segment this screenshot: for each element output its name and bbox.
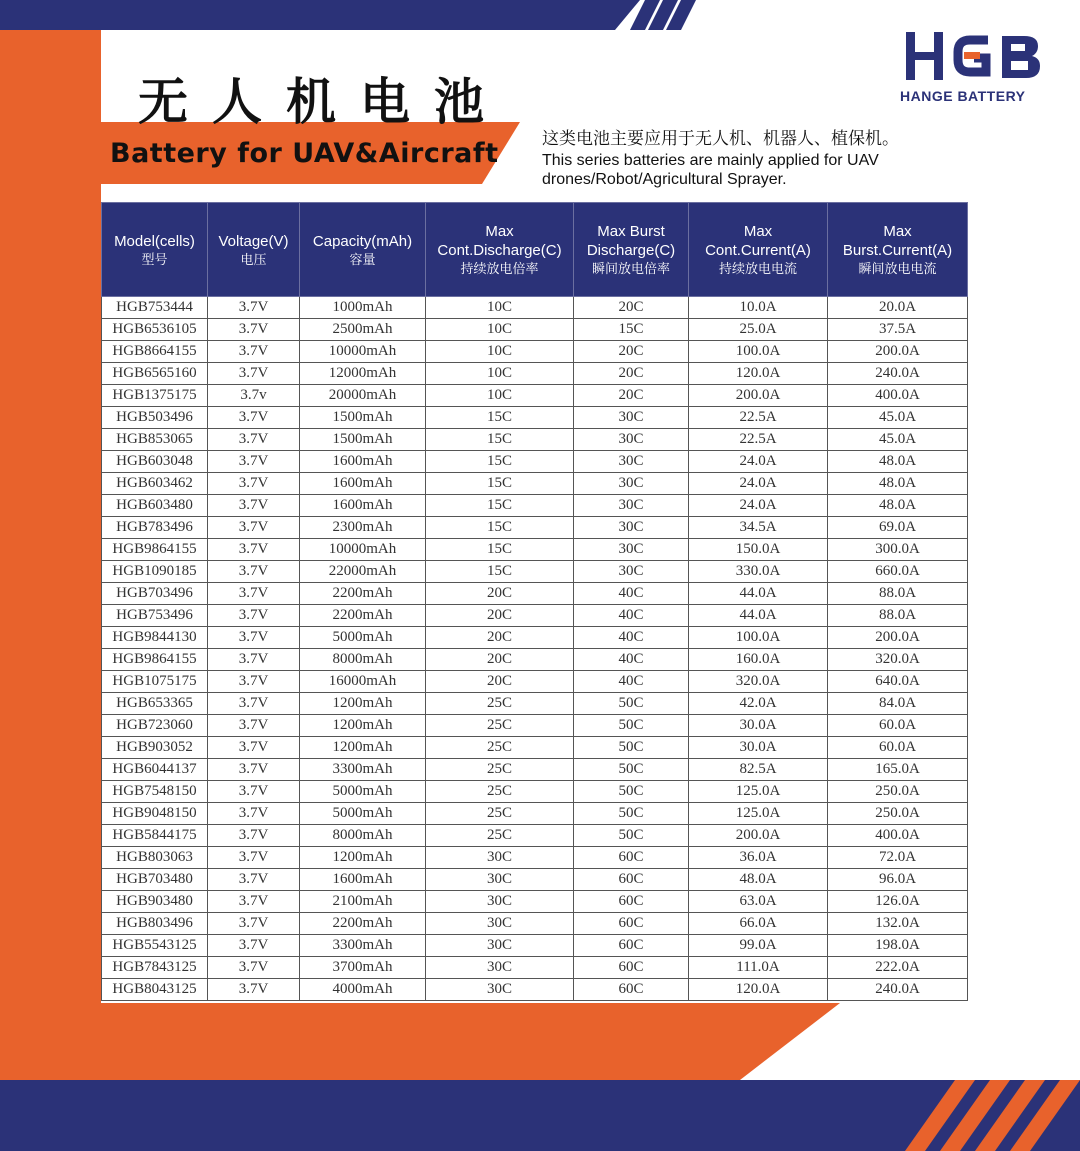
table-cell: 22.5A <box>689 429 828 451</box>
table-row <box>102 429 968 451</box>
table-cell: 30C <box>426 935 574 957</box>
table-cell: 100.0A <box>689 341 828 363</box>
table-cell: 3.7v <box>208 385 300 407</box>
column-header-en: Capacity(mAh) <box>312 232 413 250</box>
table-cell: HGB703480 <box>102 869 208 891</box>
table-cell: 24.0A <box>689 495 828 517</box>
table-cell: HGB7548150 <box>102 781 208 803</box>
table-cell: 66.0A <box>689 913 828 935</box>
table-cell: 40C <box>574 605 689 627</box>
table-header <box>102 203 968 297</box>
table-cell: 88.0A <box>828 605 968 627</box>
table-cell: 50C <box>574 825 689 847</box>
table-cell: 82.5A <box>689 759 828 781</box>
table-cell: 30C <box>574 429 689 451</box>
table-cell: 250.0A <box>828 781 968 803</box>
table-cell: HGB1375175 <box>102 385 208 407</box>
table-row <box>102 319 968 341</box>
table-row <box>102 451 968 473</box>
table-cell: 99.0A <box>689 935 828 957</box>
table-cell: 160.0A <box>689 649 828 671</box>
table-cell: 20C <box>574 385 689 407</box>
column-header <box>426 203 574 297</box>
description <box>542 124 942 189</box>
table-cell: 3.7V <box>208 781 300 803</box>
table-cell: 3300mAh <box>300 935 426 957</box>
table-cell: 30C <box>574 517 689 539</box>
table-cell: 3.7V <box>208 671 300 693</box>
table-cell: 16000mAh <box>300 671 426 693</box>
table-row <box>102 649 968 671</box>
table-row <box>102 737 968 759</box>
table-cell: 30C <box>574 407 689 429</box>
table-cell: 120.0A <box>689 363 828 385</box>
table-cell: 30C <box>426 957 574 979</box>
table-cell: 1200mAh <box>300 737 426 759</box>
table-cell: 60C <box>574 935 689 957</box>
table-cell: 30C <box>426 847 574 869</box>
table-cell: HGB8043125 <box>102 979 208 1001</box>
table-cell: HGB653365 <box>102 693 208 715</box>
table-cell: 20C <box>426 671 574 693</box>
column-header <box>689 203 828 297</box>
table-cell: 5000mAh <box>300 803 426 825</box>
table-cell: 640.0A <box>828 671 968 693</box>
table-row <box>102 517 968 539</box>
table-cell: 3.7V <box>208 693 300 715</box>
table-cell: 44.0A <box>689 583 828 605</box>
column-header <box>574 203 689 297</box>
table-cell: 3.7V <box>208 847 300 869</box>
table-cell: 40C <box>574 583 689 605</box>
table-cell: 84.0A <box>828 693 968 715</box>
table-cell: 1200mAh <box>300 715 426 737</box>
table-cell: HGB9048150 <box>102 803 208 825</box>
spec-table-wrapper <box>101 202 967 1001</box>
column-header-en: Max Cont.Current(A) <box>705 223 811 259</box>
table-cell: 50C <box>574 803 689 825</box>
table-cell: 3.7V <box>208 297 300 319</box>
table-cell: 3.7V <box>208 451 300 473</box>
table-cell: 1200mAh <box>300 693 426 715</box>
table-cell: 30.0A <box>689 715 828 737</box>
table-cell: 25.0A <box>689 319 828 341</box>
table-cell: 72.0A <box>828 847 968 869</box>
table-row <box>102 957 968 979</box>
column-header <box>300 203 426 297</box>
table-cell: HGB853065 <box>102 429 208 451</box>
table-cell: 45.0A <box>828 429 968 451</box>
table-cell: 10.0A <box>689 297 828 319</box>
table-cell: HGB903480 <box>102 891 208 913</box>
page-title-en: Battery for UAV&Aircraft <box>110 138 499 169</box>
table-cell: 10C <box>426 319 574 341</box>
table-cell: 10C <box>426 363 574 385</box>
table-cell: 22.5A <box>689 407 828 429</box>
table-row <box>102 297 968 319</box>
table-cell: 60C <box>574 869 689 891</box>
table-cell: 24.0A <box>689 473 828 495</box>
table-cell: 25C <box>426 781 574 803</box>
page-title-cn: 无人机电池 <box>138 73 508 131</box>
table-cell: 4000mAh <box>300 979 426 1001</box>
table-body <box>102 297 968 1001</box>
table-cell: 250.0A <box>828 803 968 825</box>
table-cell: 240.0A <box>828 979 968 1001</box>
table-row <box>102 385 968 407</box>
table-row <box>102 847 968 869</box>
column-header-en: Max Burst.Current(A) <box>842 223 953 259</box>
table-cell: 40C <box>574 671 689 693</box>
table-cell: 25C <box>426 759 574 781</box>
table-cell: 200.0A <box>828 627 968 649</box>
table-cell: 15C <box>574 319 689 341</box>
table-cell: 60C <box>574 979 689 1001</box>
table-cell: 400.0A <box>828 825 968 847</box>
table-row <box>102 561 968 583</box>
table-cell: 30C <box>574 495 689 517</box>
table-cell: 60C <box>574 913 689 935</box>
table-cell: 15C <box>426 517 574 539</box>
table-cell: 3300mAh <box>300 759 426 781</box>
table-row <box>102 539 968 561</box>
table-cell: 8000mAh <box>300 825 426 847</box>
table-cell: 3.7V <box>208 429 300 451</box>
table-cell: 3.7V <box>208 561 300 583</box>
table-cell: 15C <box>426 539 574 561</box>
table-cell: 30C <box>574 561 689 583</box>
table-cell: 100.0A <box>689 627 828 649</box>
table-cell: 48.0A <box>828 451 968 473</box>
table-cell: 125.0A <box>689 803 828 825</box>
table-cell: 30C <box>426 913 574 935</box>
table-cell: 2200mAh <box>300 605 426 627</box>
brand-name: HANGE BATTERY <box>900 88 1026 104</box>
table-cell: 150.0A <box>689 539 828 561</box>
table-cell: HGB6044137 <box>102 759 208 781</box>
table-cell: 30C <box>426 979 574 1001</box>
table-cell: 37.5A <box>828 319 968 341</box>
table-cell: 15C <box>426 561 574 583</box>
table-cell: 24.0A <box>689 451 828 473</box>
table-cell: 320.0A <box>689 671 828 693</box>
table-cell: 10000mAh <box>300 341 426 363</box>
table-cell: 3.7V <box>208 737 300 759</box>
table-cell: 3.7V <box>208 407 300 429</box>
table-cell: 25C <box>426 825 574 847</box>
table-cell: 2100mAh <box>300 891 426 913</box>
table-cell: 125.0A <box>689 781 828 803</box>
column-header-cn: 瞬间放电倍率 <box>591 261 670 276</box>
table-cell: 3.7V <box>208 715 300 737</box>
table-cell: 132.0A <box>828 913 968 935</box>
table-row <box>102 341 968 363</box>
table-cell: 3700mAh <box>300 957 426 979</box>
table-cell: HGB5844175 <box>102 825 208 847</box>
table-cell: 30C <box>574 451 689 473</box>
description-cn: 这类电池主要应用于无人机、机器人、植保机。 <box>542 129 899 149</box>
table-cell: 20C <box>426 649 574 671</box>
table-row <box>102 979 968 1001</box>
column-header-cn: 容量 <box>349 251 376 267</box>
table-cell: 30C <box>574 539 689 561</box>
table-cell: 2300mAh <box>300 517 426 539</box>
table-cell: 111.0A <box>689 957 828 979</box>
table-cell: 30C <box>574 473 689 495</box>
table-row <box>102 495 968 517</box>
table-cell: 60.0A <box>828 715 968 737</box>
description-en: This series batteries are mainly applied for UAV drones/Robot/Agricultural Sprayer. <box>542 152 879 188</box>
table-row <box>102 935 968 957</box>
table-cell: 50C <box>574 737 689 759</box>
table-cell: 3.7V <box>208 891 300 913</box>
table-cell: HGB9844130 <box>102 627 208 649</box>
table-cell: HGB603048 <box>102 451 208 473</box>
table-cell: 3.7V <box>208 539 300 561</box>
table-cell: 3.7V <box>208 517 300 539</box>
table-cell: 30C <box>426 891 574 913</box>
column-header <box>208 203 300 297</box>
table-cell: 330.0A <box>689 561 828 583</box>
table-cell: 25C <box>426 737 574 759</box>
table-row <box>102 869 968 891</box>
table-cell: 3.7V <box>208 473 300 495</box>
table-cell: 48.0A <box>828 473 968 495</box>
table-cell: 44.0A <box>689 605 828 627</box>
table-cell: 10000mAh <box>300 539 426 561</box>
table-cell: 5000mAh <box>300 627 426 649</box>
table-cell: 320.0A <box>828 649 968 671</box>
table-cell: HGB1075175 <box>102 671 208 693</box>
table-cell: 3.7V <box>208 363 300 385</box>
table-cell: 15C <box>426 407 574 429</box>
table-cell: 200.0A <box>689 825 828 847</box>
table-row <box>102 913 968 935</box>
table-cell: 126.0A <box>828 891 968 913</box>
table-cell: 1000mAh <box>300 297 426 319</box>
table-cell: 200.0A <box>828 341 968 363</box>
table-row <box>102 407 968 429</box>
table-cell: HGB6565160 <box>102 363 208 385</box>
table-cell: 3.7V <box>208 495 300 517</box>
table-cell: 300.0A <box>828 539 968 561</box>
table-cell: 2200mAh <box>300 913 426 935</box>
table-cell: 5000mAh <box>300 781 426 803</box>
table-cell: HGB753496 <box>102 605 208 627</box>
table-cell: 3.7V <box>208 583 300 605</box>
table-cell: 8000mAh <box>300 649 426 671</box>
table-cell: 120.0A <box>689 979 828 1001</box>
column-header-en: Max Cont.Discharge(C) <box>437 223 562 259</box>
table-cell: HGB6536105 <box>102 319 208 341</box>
table-cell: 48.0A <box>689 869 828 891</box>
table-cell: HGB503496 <box>102 407 208 429</box>
table-row <box>102 363 968 385</box>
table-cell: 240.0A <box>828 363 968 385</box>
table-cell: 50C <box>574 759 689 781</box>
table-cell: 1500mAh <box>300 429 426 451</box>
table-cell: HGB7843125 <box>102 957 208 979</box>
brand-logo <box>900 28 1060 104</box>
table-cell: 3.7V <box>208 957 300 979</box>
table-row <box>102 803 968 825</box>
table-cell: 96.0A <box>828 869 968 891</box>
table-cell: 60C <box>574 847 689 869</box>
table-cell: 1600mAh <box>300 495 426 517</box>
column-header-cn: 持续放电倍率 <box>460 261 539 276</box>
table-cell: 30.0A <box>689 737 828 759</box>
table-cell: 3.7V <box>208 869 300 891</box>
table-cell: 3.7V <box>208 913 300 935</box>
table-cell: 3.7V <box>208 935 300 957</box>
table-cell: 20C <box>574 297 689 319</box>
table-cell: HGB903052 <box>102 737 208 759</box>
table-cell: 60.0A <box>828 737 968 759</box>
table-cell: 63.0A <box>689 891 828 913</box>
table-cell: 200.0A <box>689 385 828 407</box>
table-cell: 3.7V <box>208 979 300 1001</box>
column-header <box>828 203 968 297</box>
table-cell: 48.0A <box>828 495 968 517</box>
table-cell: 20C <box>426 627 574 649</box>
table-cell: HGB603480 <box>102 495 208 517</box>
table-cell: 15C <box>426 429 574 451</box>
table-cell: 50C <box>574 693 689 715</box>
table-row <box>102 693 968 715</box>
table-row <box>102 781 968 803</box>
table-cell: 60C <box>574 957 689 979</box>
table-cell: 222.0A <box>828 957 968 979</box>
table-cell: 10C <box>426 341 574 363</box>
table-cell: HGB723060 <box>102 715 208 737</box>
table-cell: 1600mAh <box>300 451 426 473</box>
table-row <box>102 891 968 913</box>
table-cell: 3.7V <box>208 759 300 781</box>
column-header-cn: 瞬间放电电流 <box>858 261 937 276</box>
table-cell: HGB8664155 <box>102 341 208 363</box>
table-cell: 3.7V <box>208 649 300 671</box>
table-row <box>102 715 968 737</box>
table-cell: 69.0A <box>828 517 968 539</box>
table-header-row <box>102 203 968 297</box>
column-header-en: Model(cells) <box>114 232 195 250</box>
table-cell: 3.7V <box>208 803 300 825</box>
table-cell: HGB803496 <box>102 913 208 935</box>
table-cell: 3.7V <box>208 341 300 363</box>
table-cell: 3.7V <box>208 825 300 847</box>
table-cell: 3.7V <box>208 319 300 341</box>
table-cell: HGB1090185 <box>102 561 208 583</box>
table-row <box>102 671 968 693</box>
table-cell: 40C <box>574 627 689 649</box>
table-cell: HGB9864155 <box>102 649 208 671</box>
table-cell: 15C <box>426 495 574 517</box>
column-header-en: Max Burst Discharge(C) <box>586 223 676 259</box>
table-cell: 25C <box>426 803 574 825</box>
table-cell: HGB9864155 <box>102 539 208 561</box>
table-cell: 198.0A <box>828 935 968 957</box>
table-cell: 25C <box>426 715 574 737</box>
table-cell: 3.7V <box>208 627 300 649</box>
table-cell: 25C <box>426 693 574 715</box>
table-cell: 20C <box>574 341 689 363</box>
table-cell: 20000mAh <box>300 385 426 407</box>
spec-table <box>101 202 968 1001</box>
table-cell: HGB5543125 <box>102 935 208 957</box>
table-cell: 3.7V <box>208 605 300 627</box>
table-cell: 2200mAh <box>300 583 426 605</box>
hgb-logo-icon <box>900 28 1050 86</box>
table-cell: 30C <box>426 869 574 891</box>
table-cell: 165.0A <box>828 759 968 781</box>
table-cell: 2500mAh <box>300 319 426 341</box>
table-cell: 15C <box>426 451 574 473</box>
column-header-cn: 型号 <box>141 251 168 267</box>
column-header-en: Voltage(V) <box>218 232 289 250</box>
table-cell: 1500mAh <box>300 407 426 429</box>
table-cell: 60C <box>574 891 689 913</box>
table-cell: 20C <box>574 363 689 385</box>
table-cell: 400.0A <box>828 385 968 407</box>
column-header <box>102 203 208 297</box>
column-header-cn: 持续放电电流 <box>718 261 797 276</box>
table-cell: 660.0A <box>828 561 968 583</box>
table-cell: 88.0A <box>828 583 968 605</box>
table-row <box>102 473 968 495</box>
table-cell: 50C <box>574 781 689 803</box>
table-row <box>102 605 968 627</box>
table-cell: 1600mAh <box>300 473 426 495</box>
table-cell: HGB753444 <box>102 297 208 319</box>
table-cell: 1200mAh <box>300 847 426 869</box>
table-cell: 10C <box>426 297 574 319</box>
table-cell: HGB803063 <box>102 847 208 869</box>
table-cell: 10C <box>426 385 574 407</box>
table-cell: HGB603462 <box>102 473 208 495</box>
table-cell: 34.5A <box>689 517 828 539</box>
table-row <box>102 583 968 605</box>
table-cell: 42.0A <box>689 693 828 715</box>
table-cell: 15C <box>426 473 574 495</box>
table-cell: HGB783496 <box>102 517 208 539</box>
table-cell: HGB703496 <box>102 583 208 605</box>
table-cell: 36.0A <box>689 847 828 869</box>
table-cell: 20.0A <box>828 297 968 319</box>
table-row <box>102 627 968 649</box>
table-cell: 22000mAh <box>300 561 426 583</box>
table-cell: 45.0A <box>828 407 968 429</box>
table-cell: 20C <box>426 605 574 627</box>
table-cell: 20C <box>426 583 574 605</box>
column-header-cn: 电压 <box>240 251 267 267</box>
table-row <box>102 759 968 781</box>
table-cell: 12000mAh <box>300 363 426 385</box>
table-cell: 50C <box>574 715 689 737</box>
table-cell: 1600mAh <box>300 869 426 891</box>
table-cell: 40C <box>574 649 689 671</box>
table-row <box>102 825 968 847</box>
